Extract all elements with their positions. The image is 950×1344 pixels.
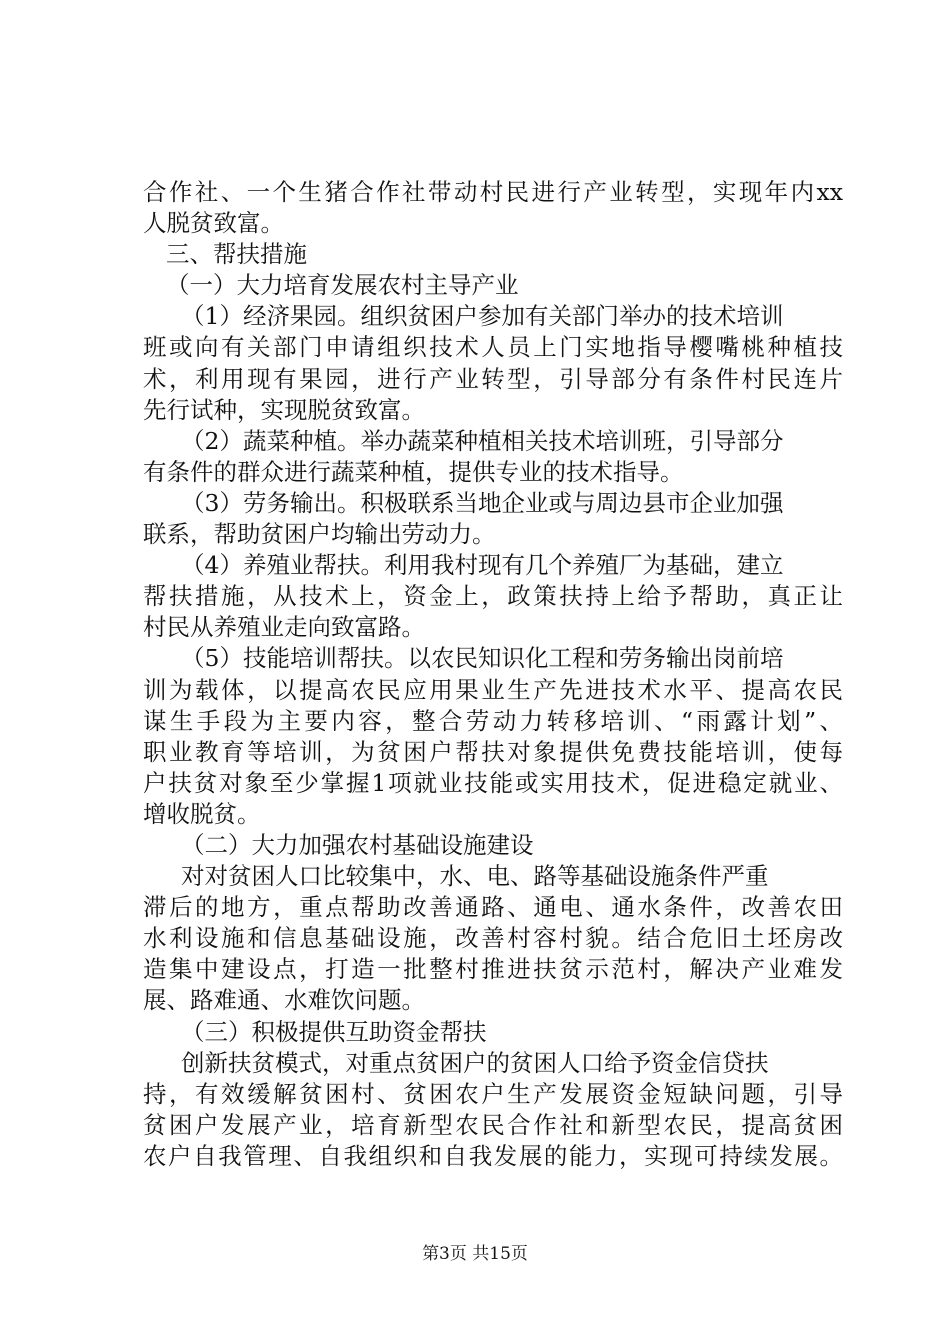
text-line: 对对贫困人口比较集中，水、电、路等基础设施条件严重 <box>181 862 769 891</box>
text-line: 职业教育等培训，为贫困户帮扶对象提供免费技能培训，使每 <box>143 737 843 766</box>
text-line: 帮扶措施，从技术上，资金上，政策扶持上给予帮助，真正让 <box>143 582 843 611</box>
subsection-heading: （二）大力加强农村基础设施建设 <box>181 830 534 859</box>
text-line: 农户自我管理、自我组织和自我发展的能力，实现可持续发展。 <box>143 1141 843 1170</box>
text-line: 谋生手段为主要内容，整合劳动力转移培训、“雨露计划”、 <box>143 706 843 735</box>
text-line: 班或向有关部门申请组织技术人员上门实地指导樱嘴桃种植技 <box>143 333 843 362</box>
text-line: 先行试种，实现脱贫致富。 <box>143 395 425 424</box>
text-line: 创新扶贫模式，对重点贫困户的贫困人口给予资金信贷扶 <box>181 1048 769 1077</box>
text-line: 联系，帮助贫困户均输出劳动力。 <box>143 520 496 549</box>
subsection-heading: （一）大力培育发展农村主导产业 <box>166 271 519 300</box>
text-line: 村民从养殖业走向致富路。 <box>143 613 425 642</box>
text-line: 展、路难通、水难饮问题。 <box>143 986 425 1015</box>
text-line: 术，利用现有果园，进行产业转型，引导部分有条件村民连片 <box>143 364 843 393</box>
text-line: 人脱贫致富。 <box>143 209 284 238</box>
text-line: 合作社、一个生猪合作社带动村民进行产业转型，实现年内xx <box>143 178 843 206</box>
text-line: 户扶贫对象至少掌握1项就业技能或实用技术，促进稳定就业、 <box>143 768 843 797</box>
subsection-heading: （三）积极提供互助资金帮扶 <box>181 1017 487 1046</box>
document-body <box>143 177 843 1172</box>
text-line: 持，有效缓解贫困村、贫困农户生产发展资金短缺问题，引导 <box>143 1079 843 1108</box>
text-line: （1）经济果园。组织贫困户参加有关部门举办的技术培训 <box>181 302 784 331</box>
text-line: 增收脱贫。 <box>143 799 261 828</box>
page-number: 第3页 共15页 <box>422 1244 528 1264</box>
text-line: （3）劳务输出。积极联系当地企业或与周边县市企业加强 <box>181 488 784 517</box>
text-line: （4）养殖业帮扶。利用我村现有几个养殖厂为基础，建立 <box>181 551 784 580</box>
text-line: （2）蔬菜种植。举办蔬菜种植相关技术培训班，引导部分 <box>181 426 784 455</box>
section-heading: 三、帮扶措施 <box>166 240 307 269</box>
text-line: 有条件的群众进行蔬菜种植，提供专业的技术指导。 <box>143 457 684 486</box>
text-line: 滞后的地方，重点帮助改善通路、通电、通水条件，改善农田 <box>143 893 843 922</box>
text-line: 水利设施和信息基础设施，改善村容村貌。结合危旧土坯房改 <box>143 924 843 953</box>
text-line: 训为载体，以提高农民应用果业生产先进技术水平、提高农民 <box>143 675 843 704</box>
text-line: 贫困户发展产业，培育新型农民合作社和新型农民，提高贫困 <box>143 1110 843 1139</box>
text-line: （5）技能培训帮扶。以农民知识化工程和劳务输出岗前培 <box>181 644 784 673</box>
text-line: 造集中建设点，打造一批整村推进扶贫示范村，解决产业难发 <box>143 955 843 984</box>
